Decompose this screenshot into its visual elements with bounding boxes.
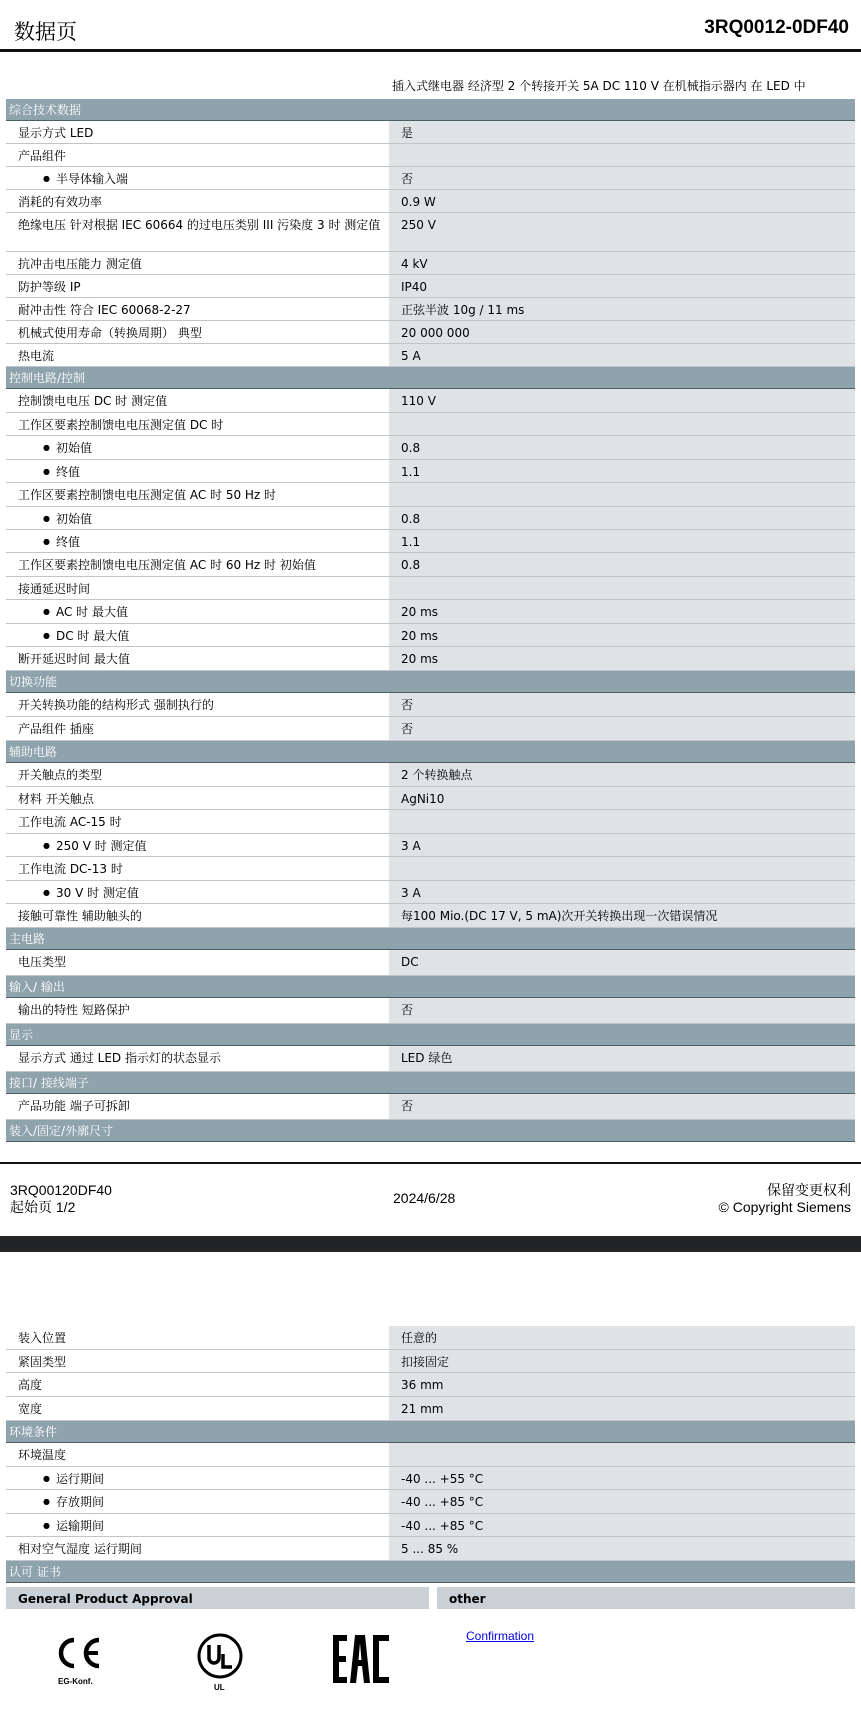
- spec-label: 接通延迟时间: [6, 577, 389, 599]
- footer-rights: 保留变更权利: [767, 1182, 851, 1198]
- spec-value: 110 V: [389, 389, 855, 412]
- ce-mark-icon: [53, 1636, 103, 1670]
- spec-label: 高度: [6, 1373, 389, 1396]
- spec-label: ● AC 时 最大值: [6, 600, 389, 623]
- spec-row: [6, 121, 855, 144]
- spec-label: ● 终值: [6, 460, 389, 482]
- spec-value: 5 A: [389, 344, 855, 366]
- confirmation-link[interactable]: Confirmation: [466, 1629, 535, 1643]
- spec-value: 20 000 000: [389, 321, 855, 343]
- spec-value: 任意的: [389, 1326, 855, 1349]
- spec-value: 250 V: [389, 213, 855, 251]
- spec-row: [6, 624, 855, 647]
- section-header: 装入/固定/外廓尺寸: [6, 1120, 855, 1142]
- spec-value: IP40: [389, 275, 855, 297]
- section-header: 输入/ 输出: [6, 976, 855, 998]
- spec-label: 工作电流 DC-13 时: [6, 857, 389, 880]
- document-type-title: 数据页: [14, 20, 77, 44]
- spec-label: 材料 开关触点: [6, 787, 389, 809]
- spec-row: [6, 298, 855, 321]
- header-rule: [0, 49, 861, 52]
- spec-row: [6, 321, 855, 344]
- spec-row: [6, 1490, 855, 1514]
- spec-row: [6, 460, 855, 483]
- spec-label: 显示方式 LED: [6, 121, 389, 143]
- spec-label: 输出的特性 短路保护: [6, 998, 389, 1023]
- spec-value: 3 A: [389, 881, 855, 903]
- product-number-title: 3RQ0012-0DF40: [704, 17, 849, 38]
- spec-value: [389, 857, 855, 880]
- spec-row: [6, 389, 855, 413]
- spec-label: 机械式使用寿命（转换周期） 典型: [6, 321, 389, 343]
- spec-row: [6, 553, 855, 577]
- section-header: 综合技术数据: [6, 99, 855, 121]
- spec-row: [6, 507, 855, 530]
- spec-label: ● 运输期间: [6, 1514, 389, 1536]
- spec-row: [6, 693, 855, 717]
- spec-value: [389, 810, 855, 833]
- spec-label: 装入位置: [6, 1326, 389, 1349]
- spec-row: [6, 1094, 855, 1120]
- spec-label: 宽度: [6, 1397, 389, 1420]
- spec-label: ● DC 时 最大值: [6, 624, 389, 646]
- page-separator: [0, 1236, 861, 1252]
- spec-label: 工作区要素控制馈电电压测定值 AC 时 60 Hz 时 初始值: [6, 553, 389, 576]
- spec-label: 热电流: [6, 344, 389, 366]
- spec-value: AgNi10: [389, 787, 855, 809]
- spec-table-page2: [6, 1326, 855, 1583]
- ul-mark-icon: [196, 1632, 244, 1680]
- spec-row: [6, 881, 855, 904]
- spec-label: ● 存放期间: [6, 1490, 389, 1513]
- spec-value: 是: [389, 121, 855, 143]
- spec-label: 耐冲击性 符合 IEC 60068-2-27: [6, 298, 389, 320]
- approvals-col-general: General Product Approval: [6, 1587, 429, 1609]
- spec-value: 正弦半波 10g / 11 ms: [389, 298, 855, 320]
- spec-row: [6, 275, 855, 298]
- spec-label: 开关触点的类型: [6, 763, 389, 786]
- spec-row: [6, 1373, 855, 1397]
- spec-label: 电压类型: [6, 950, 389, 975]
- spec-label: 接触可靠性 辅助触头的: [6, 904, 389, 927]
- spec-row: [6, 1397, 855, 1421]
- spec-row: [6, 1537, 855, 1561]
- spec-value: -40 ... +55 °C: [389, 1467, 855, 1489]
- spec-value: 4 kV: [389, 252, 855, 274]
- spec-row: [6, 344, 855, 367]
- spec-value: 2 个转换触点: [389, 763, 855, 786]
- spec-value: 5 ... 85 %: [389, 1537, 855, 1560]
- spec-row: [6, 1467, 855, 1490]
- approvals-col-other: other: [437, 1587, 855, 1609]
- section-header: 切换功能: [6, 671, 855, 693]
- spec-row: [6, 787, 855, 810]
- spec-row: [6, 530, 855, 553]
- footer-date: 2024/6/28: [393, 1190, 456, 1206]
- spec-value: -40 ... +85 °C: [389, 1490, 855, 1513]
- footer-page-number: 起始页 1/2: [10, 1199, 76, 1215]
- section-header: 认可 证书: [6, 1561, 855, 1583]
- spec-row: [6, 717, 855, 741]
- spec-row: [6, 1514, 855, 1537]
- spec-label: 工作区要素控制馈电电压测定值 AC 时 50 Hz 时: [6, 483, 389, 506]
- spec-row: [6, 483, 855, 507]
- footer-copyright: © Copyright Siemens: [718, 1199, 851, 1215]
- spec-row: [6, 144, 855, 167]
- spec-value: 1.1: [389, 530, 855, 552]
- ul-mark-label: UL: [214, 1683, 225, 1692]
- spec-value: [389, 413, 855, 435]
- spec-label: 产品组件: [6, 144, 389, 166]
- spec-label: ● 250 V 时 测定值: [6, 834, 389, 856]
- footer-rule: [0, 1162, 861, 1164]
- spec-row: [6, 413, 855, 436]
- spec-row: [6, 647, 855, 671]
- spec-value: 否: [389, 693, 855, 716]
- spec-value: 0.8: [389, 436, 855, 459]
- spec-label: ● 30 V 时 测定值: [6, 881, 389, 903]
- spec-row: [6, 600, 855, 624]
- spec-label: ● 运行期间: [6, 1467, 389, 1489]
- spec-value: 否: [389, 717, 855, 740]
- spec-row: [6, 834, 855, 857]
- spec-label: 断开延迟时间 最大值: [6, 647, 389, 670]
- section-header: 环境条件: [6, 1421, 855, 1443]
- spec-value: 36 mm: [389, 1373, 855, 1396]
- spec-value: 20 ms: [389, 647, 855, 670]
- spec-label: 显示方式 通过 LED 指示灯的状态显示: [6, 1046, 389, 1071]
- spec-value: [389, 1443, 855, 1466]
- spec-value: -40 ... +85 °C: [389, 1514, 855, 1536]
- spec-value: DC: [389, 950, 855, 975]
- spec-label: 防护等级 IP: [6, 275, 389, 297]
- spec-value: 否: [389, 167, 855, 189]
- footer-left: [10, 1182, 112, 1216]
- spec-row: [6, 857, 855, 881]
- spec-value: 每100 Mio.(DC 17 V, 5 mA)次开关转换出现一次错误情况: [389, 904, 855, 927]
- spec-row: [6, 190, 855, 213]
- spec-row: [6, 436, 855, 460]
- spec-row: [6, 213, 855, 252]
- spec-row: [6, 577, 855, 600]
- spec-label: 消耗的有效功率: [6, 190, 389, 212]
- spec-label: 环境温度: [6, 1443, 389, 1466]
- spec-row: [6, 763, 855, 787]
- spec-row: [6, 810, 855, 834]
- product-description: 插入式继电器 经济型 2 个转接开关 5A DC 110 V 在机械指示器内 在 LED 中: [392, 79, 806, 93]
- section-header: 主电路: [6, 928, 855, 950]
- spec-label: 抗冲击电压能力 测定值: [6, 252, 389, 274]
- spec-label: ● 初始值: [6, 507, 389, 529]
- spec-value: 0.8: [389, 553, 855, 576]
- spec-label: 工作区要素控制馈电电压测定值 DC 时: [6, 413, 389, 435]
- section-header: 接口/ 接线端子: [6, 1072, 855, 1094]
- spec-value: 21 mm: [389, 1397, 855, 1420]
- spec-label: ● 初始值: [6, 436, 389, 459]
- spec-row: [6, 167, 855, 190]
- section-header: 显示: [6, 1024, 855, 1046]
- spec-label: 控制馈电电压 DC 时 测定值: [6, 389, 389, 412]
- spec-value: 20 ms: [389, 624, 855, 646]
- spec-row: [6, 998, 855, 1024]
- spec-label: 产品功能 端子可拆卸: [6, 1094, 389, 1119]
- section-header: 辅助电路: [6, 741, 855, 763]
- ce-mark-label: EG-Konf.: [58, 1677, 93, 1686]
- approvals-header-row: [6, 1587, 855, 1609]
- spec-row: [6, 904, 855, 928]
- footer-right: [719, 1182, 851, 1216]
- spec-value: 3 A: [389, 834, 855, 856]
- spec-value: [389, 483, 855, 506]
- footer-product-code: 3RQ00120DF40: [10, 1182, 112, 1198]
- spec-label: ● 终值: [6, 530, 389, 552]
- spec-value: 否: [389, 998, 855, 1023]
- spec-label: 工作电流 AC-15 时: [6, 810, 389, 833]
- spec-value: 0.8: [389, 507, 855, 529]
- spec-row: [6, 1350, 855, 1373]
- spec-value: [389, 144, 855, 166]
- spec-value: [389, 577, 855, 599]
- spec-label: 相对空气湿度 运行期间: [6, 1537, 389, 1560]
- spec-label: 绝缘电压 针对根据 IEC 60664 的过电压类别 III 污染度 3 时 测定值: [6, 213, 389, 251]
- spec-label: 产品组件 插座: [6, 717, 389, 740]
- spec-value: 20 ms: [389, 600, 855, 623]
- spec-label: 紧固类型: [6, 1350, 389, 1372]
- eac-mark-icon: [331, 1634, 391, 1684]
- spec-value: 否: [389, 1094, 855, 1119]
- spec-label: 开关转换功能的结构形式 强制执行的: [6, 693, 389, 716]
- spec-row: [6, 950, 855, 976]
- spec-table-page1: [6, 99, 855, 1142]
- spec-row: [6, 1326, 855, 1350]
- spec-row: [6, 1046, 855, 1072]
- spec-row: [6, 252, 855, 275]
- spec-value: 1.1: [389, 460, 855, 482]
- spec-value: 0.9 W: [389, 190, 855, 212]
- spec-value: 扣接固定: [389, 1350, 855, 1372]
- spec-row: [6, 1443, 855, 1467]
- spec-label: ● 半导体输入端: [6, 167, 389, 189]
- section-header: 控制电路/控制: [6, 367, 855, 389]
- approvals-table: [6, 1587, 855, 1609]
- spec-value: LED 绿色: [389, 1046, 855, 1071]
